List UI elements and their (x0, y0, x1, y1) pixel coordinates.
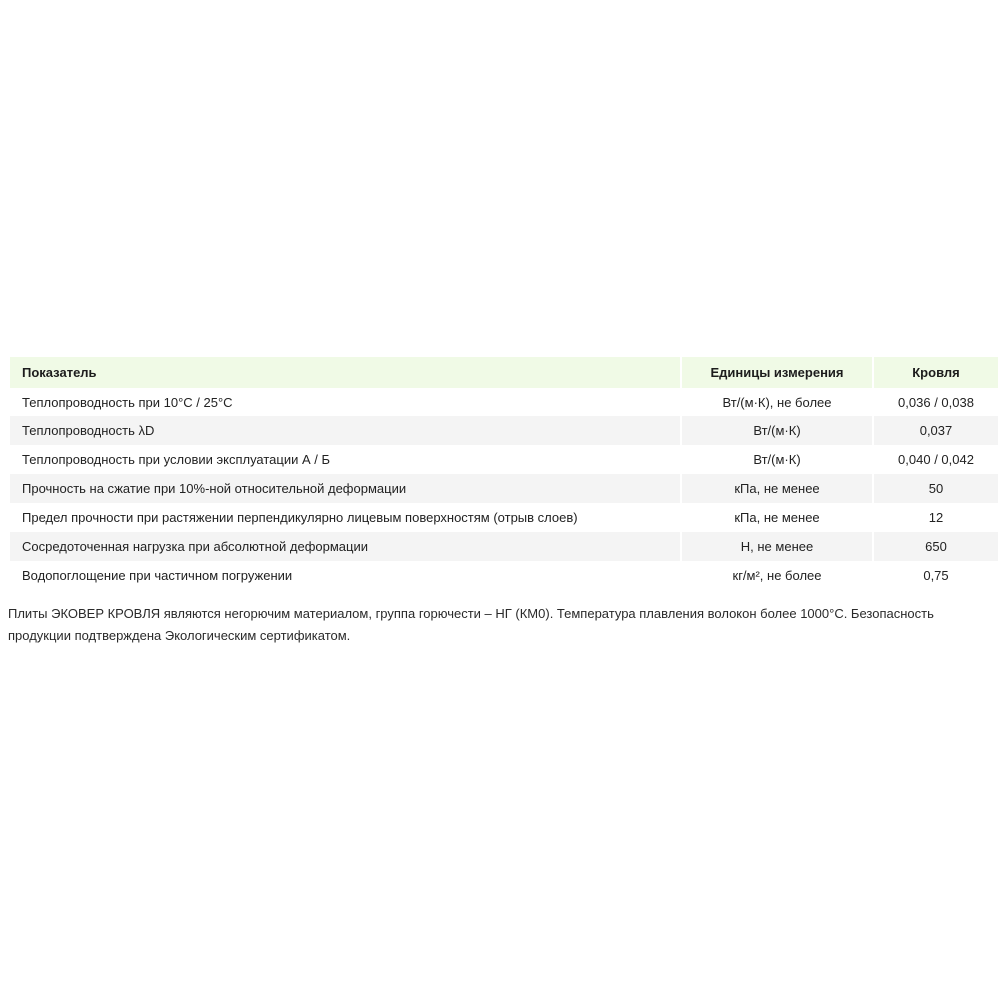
table-row (10, 388, 998, 416)
row-value: 0,75 (874, 561, 998, 590)
header-parameter: Показатель (10, 357, 680, 388)
row-parameter: Теплопроводность λD (10, 416, 680, 445)
row-unit: Вт/(м·К) (682, 445, 872, 474)
row-unit: кПа, не менее (682, 474, 872, 503)
row-parameter: Водопоглощение при частичном погружении (10, 561, 680, 590)
table-header-row (10, 357, 998, 388)
row-unit: Вт/(м·К), не более (682, 388, 872, 416)
row-value: 0,040 / 0,042 (874, 445, 998, 474)
row-parameter: Предел прочности при растяжении перпендикулярно лицевым поверхностям (отрыв слоев) (10, 503, 680, 532)
row-unit: Вт/(м·К) (682, 416, 872, 445)
header-unit: Единицы измерения (682, 357, 872, 388)
row-value: 0,037 (874, 416, 998, 445)
table-row (10, 503, 998, 532)
row-unit: кПа, не менее (682, 503, 872, 532)
row-value: 0,036 / 0,038 (874, 388, 998, 416)
row-parameter: Теплопроводность при 10°C / 25°C (10, 388, 680, 416)
row-value: 50 (874, 474, 998, 503)
product-note: Плиты ЭКОВЕР КРОВЛЯ являются негорючим материалом, группа горючести – НГ (КМ0). Температура плавления волокон более 1000°C. Безопасность продукции подтверждена Экологическим сертификатом. (8, 606, 934, 643)
table-row (10, 532, 998, 561)
table-row (10, 474, 998, 503)
row-value: 650 (874, 532, 998, 561)
table-row (10, 416, 998, 445)
row-parameter: Прочность на сжатие при 10%-ной относительной деформации (10, 474, 680, 503)
row-parameter: Теплопроводность при условии эксплуатации А / Б (10, 445, 680, 474)
table-row (10, 561, 998, 590)
row-unit: Н, не менее (682, 532, 872, 561)
header-roof-value: Кровля (874, 357, 998, 388)
table-row (10, 445, 998, 474)
row-parameter: Сосредоточенная нагрузка при абсолютной деформации (10, 532, 680, 561)
row-value: 12 (874, 503, 998, 532)
specifications-table (8, 357, 1000, 590)
row-unit: кг/м², не более (682, 561, 872, 590)
